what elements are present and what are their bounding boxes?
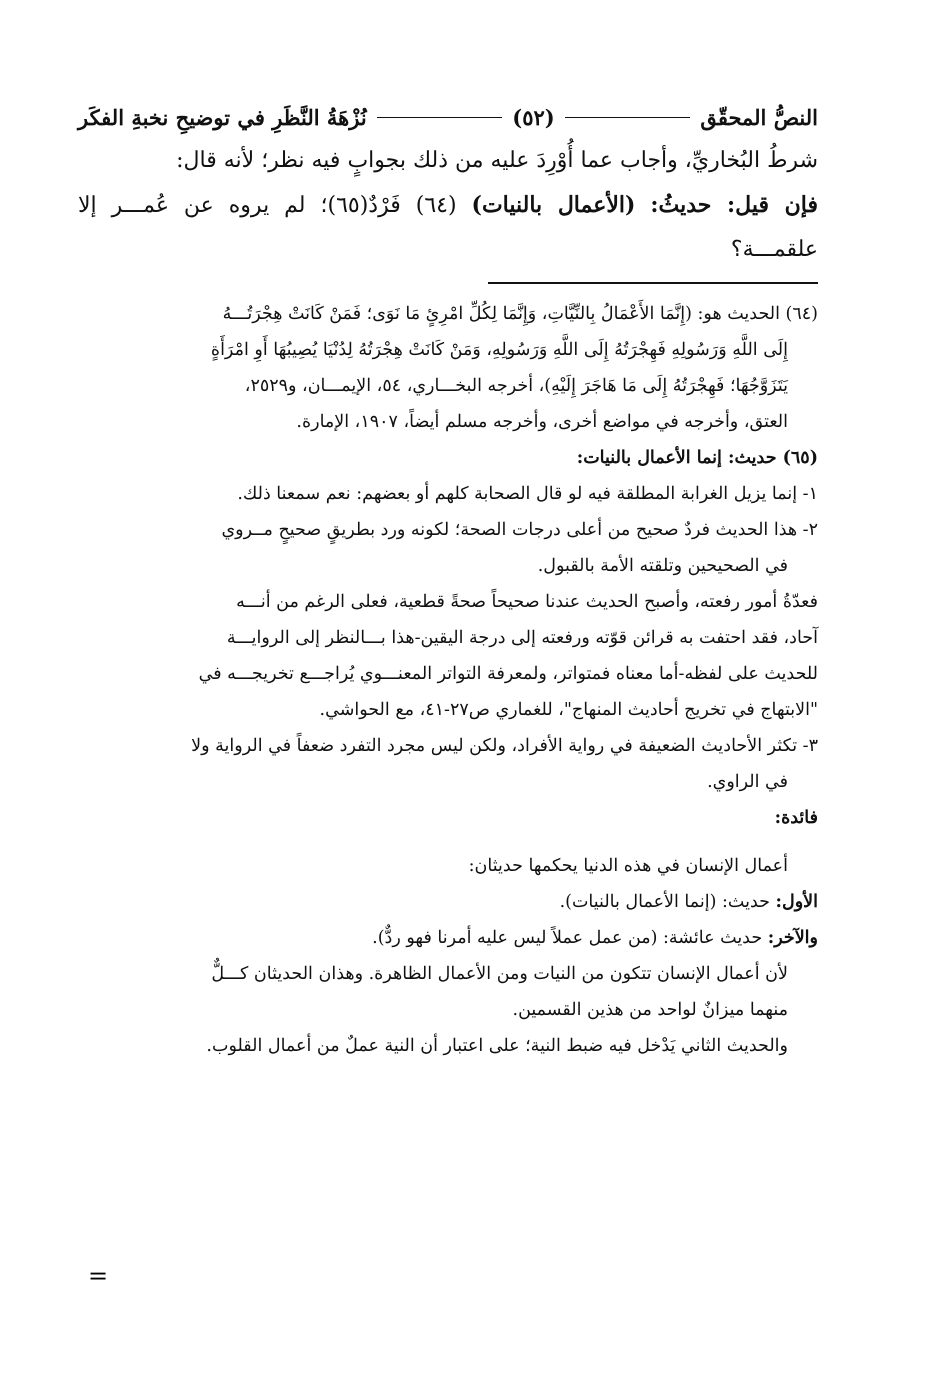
running-header bbox=[78, 95, 818, 139]
last-hadith: والآخر: حديث عائشة: (من عمل عملاً ليس عليه أمرنا فهو ردٌّ). bbox=[372, 928, 818, 948]
main-line: فإن قيل: حديثُ: (الأعمال بالنيات) (٦٤) فَرْدٌ(٦٥)؛ لم يروه عن عُمـــر إلا علقمـــة؟ bbox=[78, 192, 818, 262]
header-dash bbox=[565, 117, 691, 118]
footnote-64: (٦٤) الحديث هو: (إِنَّمَا الأَعْمَالُ بِالنِّيَّاتِ، وَإِنَّمَا لِكُلِّ امْرِئٍ مَا نَوَى؛ فَمَنْ كَانَتْ هِجْرَتُـــهُ bbox=[222, 304, 818, 324]
paragraph: آحاد، فقد احتفت به قرائن قوّته ورفعته إلى درجة اليقين-هذا بـــالنظر إلى الروايـــة bbox=[226, 628, 818, 648]
page bbox=[78, 95, 818, 1064]
end-mark: = bbox=[88, 1262, 109, 1290]
hadith-title: (الأعمال بالنيات) bbox=[471, 192, 636, 218]
header-dash bbox=[377, 117, 503, 118]
first-hadith: الأول: حديث: (إنما الأعمال بالنيات). bbox=[559, 892, 818, 912]
main-text bbox=[78, 139, 818, 272]
footnote-separator bbox=[488, 282, 818, 284]
main-line: شرطُ البُخاريِّ، وأجاب عما أُوْرِدَ عليه من ذلك بجوابٍ فيه نظر؛ لأنه قال: bbox=[176, 148, 818, 173]
page-number: (٥٢) bbox=[512, 104, 555, 130]
point-3: ٣- تكثر الأحاديث الضعيفة في رواية الأفراد، ولكن ليس مجرد التفرد ضعفاً في الرواية ولا bbox=[191, 736, 818, 756]
paragraph: لأن أعمال الإنسان تتكون من النيات ومن الأعمال الظاهرة. وهذان الحديثان كـــلٌّ bbox=[211, 964, 788, 984]
footnote-64: إِلَى اللَّهِ وَرَسُولِهِ فَهِجْرَتُهُ إِلَى اللَّهِ وَرَسُولِهِ، وَمَنْ كَانَتْ هِجْرَتُهُ لِدُنْيَا يُصِيبُهَا أَوِ امْرَأَةٍ bbox=[210, 340, 788, 360]
paragraph: والحديث الثاني يَدْخل فيه ضبط النية؛ على اعتبار أن النية عملٌ من أعمال القلوب. bbox=[206, 1036, 788, 1056]
header-left-title: نُزْهَةُ النَّظَرِ في توضيحِ نخبةِ الفكَر bbox=[77, 104, 367, 130]
footnotes bbox=[78, 296, 818, 1064]
header-right-title: النصُّ المحقّق bbox=[700, 104, 818, 130]
faida-intro: أعمال الإنسان في هذه الدنيا يحكمها حديثان: bbox=[468, 856, 788, 876]
footnote-64: يَتَزَوَّجُهَا؛ فَهِجْرَتُهُ إِلَى مَا هَاجَرَ إِلَيْهِ)، أخرجه البخـــاري، ٥٤، الإيمـــان، و٢٥٢٩، bbox=[244, 376, 788, 396]
faida-heading: فائدة: bbox=[774, 808, 818, 828]
point-3: في الراوي. bbox=[707, 772, 788, 792]
footnote-65-heading: (٦٥) حديث: إنما الأعمال بالنيات: bbox=[576, 448, 818, 468]
paragraph: "الابتهاج في تخريج أحاديث المنهاج"، للغماري ص٢٧-٤١، مع الحواشي. bbox=[319, 700, 818, 720]
point-1: ١- إنما يزيل الغرابة المطلقة فيه لو قال الصحابة كلهم أو بعضهم: نعم سمعنا ذلك. bbox=[237, 484, 818, 504]
paragraph: فعدّةُ أمور رفعته، وأصبح الحديث عندنا صحيحاً صحةً قطعية، فعلى الرغم من أنـــه bbox=[236, 592, 818, 612]
footnote-64: العتق، وأخرجه في مواضع أخرى، وأخرجه مسلم أيضاً، ١٩٠٧، الإمارة. bbox=[296, 412, 788, 432]
paragraph: للحديث على لفظه-أما معناه فمتواتر، ولمعرفة التواتر المعنـــوي يُراجـــع تخريجـــه في bbox=[198, 664, 818, 684]
point-2: ٢- هذا الحديث فردٌ صحيح من أعلى درجات الصحة؛ لكونه ورد بطريقٍ صحيحٍ مــروي bbox=[221, 520, 818, 540]
paragraph: منهما ميزانٌ لواحد من هذين القسمين. bbox=[512, 1000, 788, 1020]
point-2: في الصحيحين وتلقته الأمة بالقبول. bbox=[537, 556, 788, 576]
